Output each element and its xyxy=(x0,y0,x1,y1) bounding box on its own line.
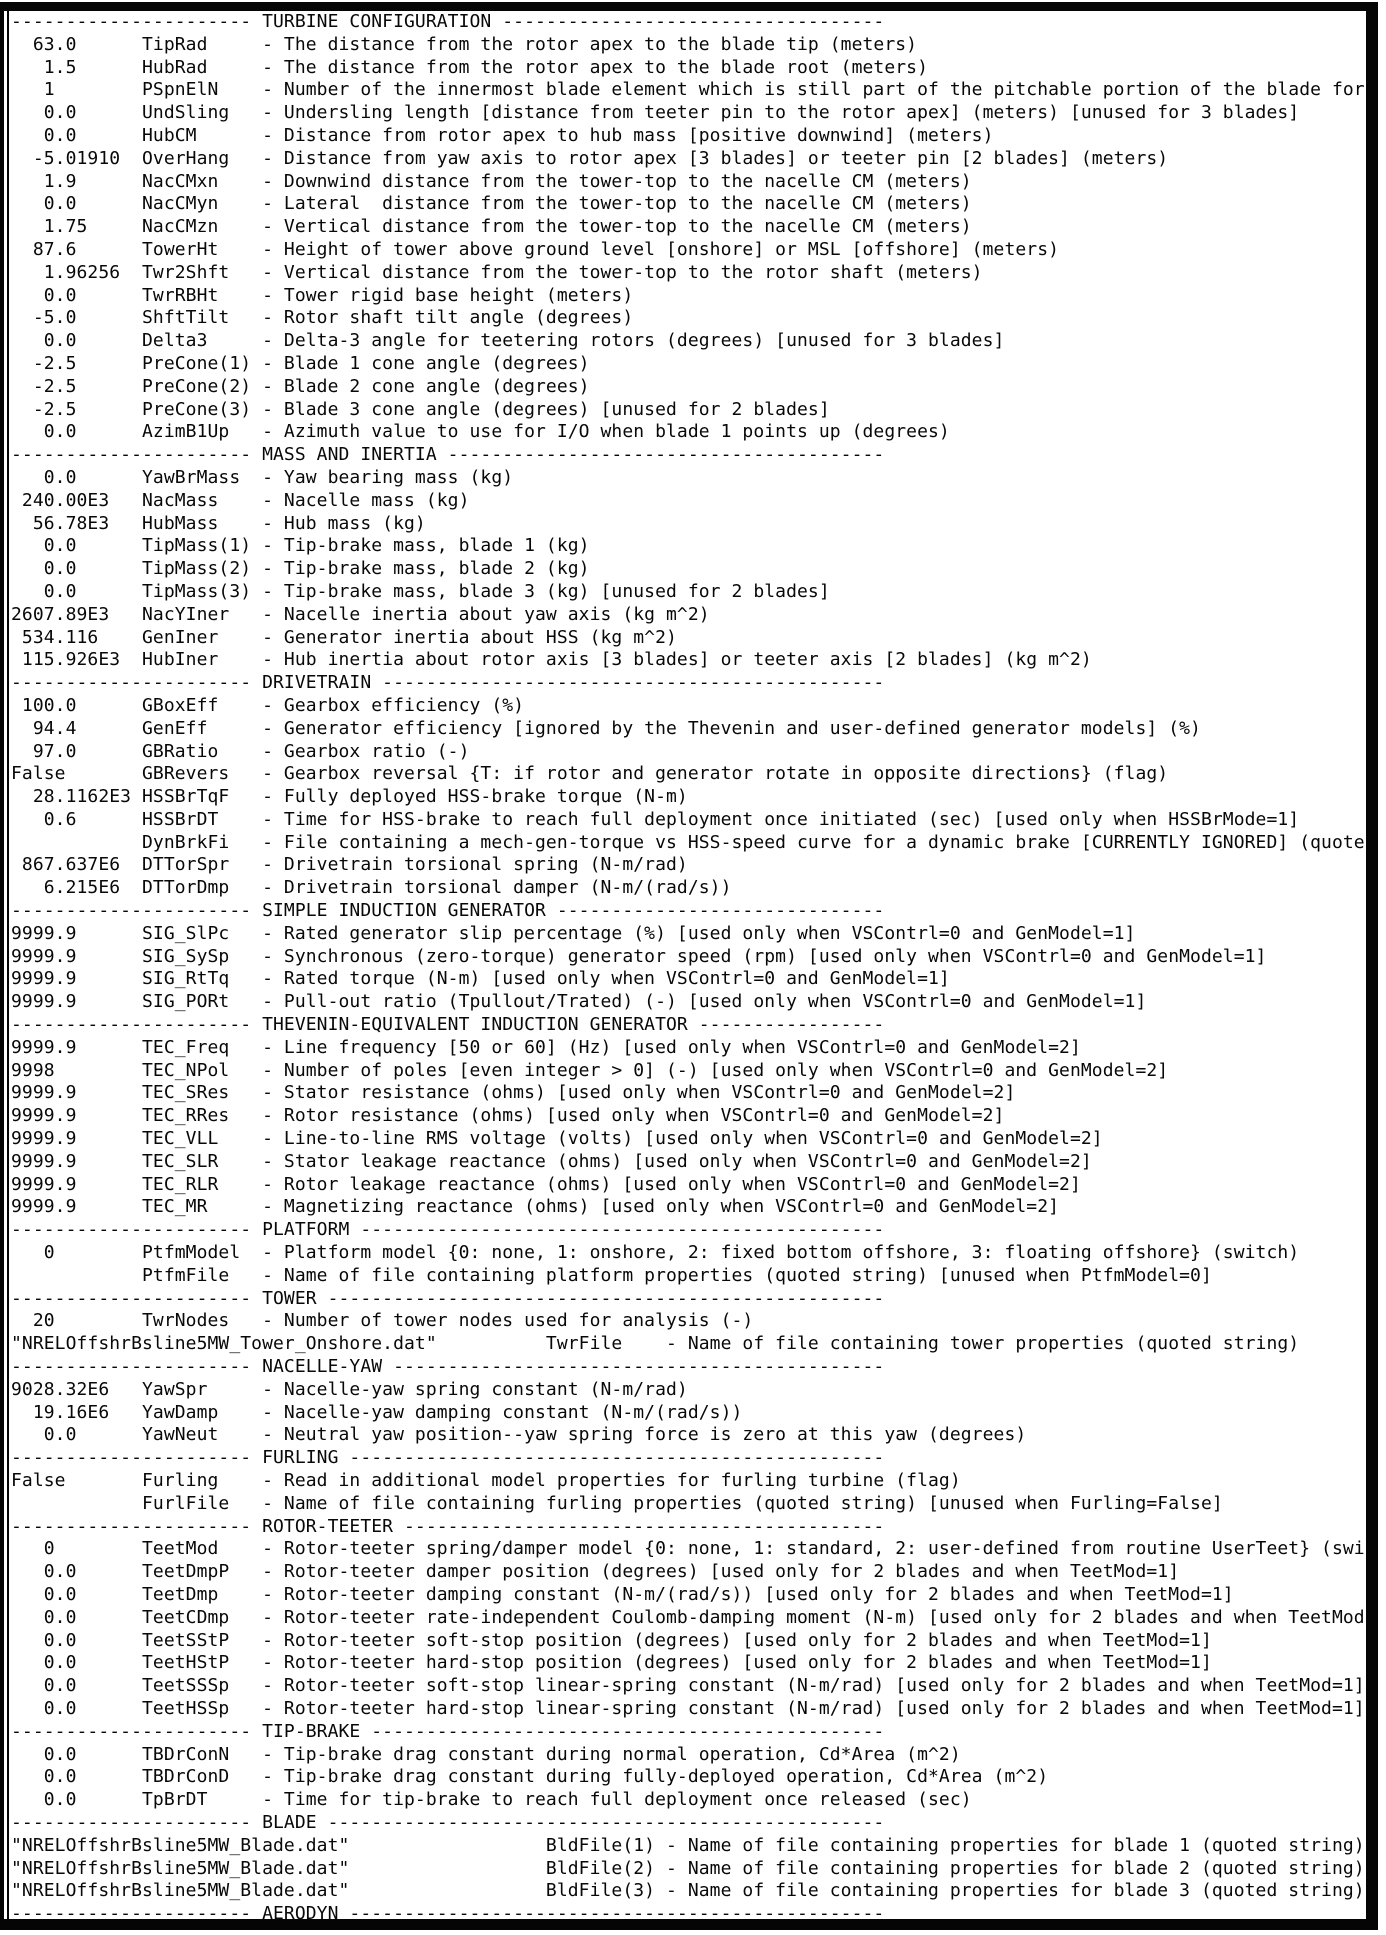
param-line-gbratio: 97.0 GBRatio - Gearbox ratio (-) xyxy=(11,740,470,762)
turbine-config-file-text xyxy=(11,11,1365,1926)
section-header-turbine-configuration: ---------------------- TURBINE CONFIGURATION ----------------------------------- xyxy=(11,11,885,32)
param-line-shfttilt: -5.0 ShftTilt - Rotor shaft tilt angle (degrees) xyxy=(11,307,634,329)
param-line-teetcdmp: 0.0 TeetCDmp - Rotor-teeter rate-independent Coulomb-damping moment (N-m) [used only for 2 blades and when TeetMod xyxy=(11,1606,1365,1628)
param-line-tec-freq: 9999.9 TEC_Freq - Line frequency [50 or 60] (Hz) [used only when VSContrl=0 and GenModel=2] xyxy=(11,1036,1081,1058)
param-line-tec-rlr: 9999.9 TEC_RLR - Rotor leakage reactance (ohms) [used only when VSContrl=0 and GenModel=2] xyxy=(11,1173,1081,1195)
param-line-nacyiner: 2607.89E3 NacYIner - Nacelle inertia about yaw axis (kg m^2) xyxy=(11,603,710,625)
param-line-delta3: 0.0 Delta3 - Delta-3 angle for teetering rotors (degrees) [unused for 3 blades] xyxy=(11,330,1005,352)
param-line-naccmzn: 1.75 NacCMzn - Vertical distance from the tower-top to the nacelle CM (meters) xyxy=(11,216,972,238)
param-line-tec-npol: 9998 TEC_NPol - Number of poles [even integer > 0] (-) [used only when VSContrl=0 and GenModel=2] xyxy=(11,1059,1169,1081)
param-line-teetdmpp: 0.0 TeetDmpP - Rotor-teeter damper position (degrees) [used only for 2 blades and when TeetMod=1] xyxy=(11,1561,1180,1583)
param-line-geniner: 534.116 GenIner - Generator inertia about HSS (kg m^2) xyxy=(11,626,677,648)
param-line-hubcm: 0.0 HubCM - Distance from rotor apex to hub mass [positive downwind] (meters) xyxy=(11,124,994,146)
param-line-precone-2: -2.5 PreCone(2) - Blade 2 cone angle (degrees) xyxy=(11,375,590,397)
section-header-rotor-teeter: ---------------------- ROTOR-TEETER -------------------------------------------- xyxy=(11,1515,885,1537)
section-header-drivetrain: ---------------------- DRIVETRAIN ---------------------------------------------- xyxy=(11,672,885,694)
param-line-sig-slpc: 9999.9 SIG_SlPc - Rated generator slip percentage (%) [used only when VSContrl=0 and GenModel=1] xyxy=(11,922,1136,944)
section-header-aerodyn: ---------------------- AERODYN ------------------------------------------------- xyxy=(11,1903,885,1925)
param-line-teetsssp: 0.0 TeetSSSp - Rotor-teeter soft-stop linear-spring constant (N-m/rad) [used only for 2 blades and when TeetMod=1] xyxy=(11,1675,1365,1697)
param-line-gbrevers: False GBRevers - Gearbox reversal {T: if rotor and generator rotate in opposite directions} (flag) xyxy=(11,763,1169,785)
section-header-tip-brake: ---------------------- TIP-BRAKE ----------------------------------------------- xyxy=(11,1720,885,1742)
param-line-tbdrconn: 0.0 TBDrConN - Tip-brake drag constant during normal operation, Cd*Area (m^2) xyxy=(11,1743,961,1765)
section-header-platform: ---------------------- PLATFORM ------------------------------------------------ xyxy=(11,1219,885,1241)
param-line-azimb1up: 0.0 AzimB1Up - Azimuth value to use for I/O when blade 1 points up (degrees) xyxy=(11,421,950,443)
param-line-twr2shft: 1.96256 Twr2Shft - Vertical distance from the tower-top to the rotor shaft (meters) xyxy=(11,261,983,283)
param-line-teetmod: 0 TeetMod - Rotor-teeter spring/damper model {0: none, 1: standard, 2: user-defined from routine UserTeet} (swi xyxy=(11,1538,1365,1560)
param-line-ptfmmodel: 0 PtfmModel - Platform model {0: none, 1: onshore, 2: fixed bottom offshore, 3: floating offshore} (switch) xyxy=(11,1242,1300,1264)
param-line-dttorspr: 867.637E6 DTTorSpr - Drivetrain torsional spring (N-m/rad) xyxy=(11,854,688,876)
param-line-tipmass-2: 0.0 TipMass(2) - Tip-brake mass, blade 2 (kg) xyxy=(11,558,590,580)
param-line-sig-port: 9999.9 SIG_PORt - Pull-out ratio (Tpullout/Trated) (-) [used only when VSContrl=0 and GenModel=1] xyxy=(11,991,1147,1013)
param-line-undsling: 0.0 UndSling - Undersling length [distance from teeter pin to the rotor apex] (meters) [unused for 3 blades] xyxy=(11,102,1300,124)
param-line-hubmass: 56.78E3 HubMass - Hub mass (kg) xyxy=(11,512,426,534)
param-line-precone-3: -2.5 PreCone(3) - Blade 3 cone angle (degrees) [unused for 2 blades] xyxy=(11,398,830,420)
param-line-tec-slr: 9999.9 TEC_SLR - Stator leakage reactance (ohms) [used only when VSContrl=0 and GenModel=2] xyxy=(11,1150,1092,1172)
param-line-furling: False Furling - Read in additional model properties for furling turbine (flag) xyxy=(11,1470,961,1491)
param-line-towerht: 87.6 TowerHt - Height of tower above ground level [onshore] or MSL [offshore] (meters) xyxy=(11,238,1060,260)
param-line-yawdamp: 19.16E6 YawDamp - Nacelle-yaw damping constant (N-m/(rad/s)) xyxy=(11,1401,743,1423)
param-line-yawbrmass: 0.0 YawBrMass - Yaw bearing mass (kg) xyxy=(11,466,514,488)
param-line-tec-sres: 9999.9 TEC_SRes - Stator resistance (ohms) [used only when VSContrl=0 and GenModel=2] xyxy=(11,1082,1016,1104)
param-line-bldfile-1: "NRELOffshrBsline5MW_Blade.dat" BldFile(1) - Name of file containing properties for blade 1 (quoted string) xyxy=(11,1834,1365,1856)
param-line-nacmass: 240.00E3 NacMass - Nacelle mass (kg) xyxy=(11,489,470,511)
section-header-thevenin-equivalent-induction-generator: ---------------------- THEVENIN-EQUIVALENT INDUCTION GENERATOR ----------------- xyxy=(11,1014,885,1036)
param-line-geneff: 94.4 GenEff - Generator efficiency [ignored by the Thevenin and user-defined generator models] (%) xyxy=(11,717,1201,739)
param-line-dynbrkfi: DynBrkFi - File containing a mech-gen-torque vs HSS-speed curve for a dynamic brake [CURRENTLY IGNORED] (quote xyxy=(11,831,1365,853)
param-line-tec-mr: 9999.9 TEC_MR - Magnetizing reactance (ohms) [used only when VSContrl=0 and GenModel=2] xyxy=(11,1196,1060,1218)
param-line-teethssp: 0.0 TeetHSSp - Rotor-teeter hard-stop linear-spring constant (N-m/rad) [used only for 2 blades and when TeetMod=1] xyxy=(11,1697,1365,1719)
param-line-bldfile-3: "NRELOffshrBsline5MW_Blade.dat" BldFile(3) - Name of file containing properties for blade 3 (quoted string) xyxy=(11,1880,1365,1902)
section-header-furling: ---------------------- FURLING ------------------------------------------------- xyxy=(11,1447,885,1469)
inner-left-border-line xyxy=(7,11,9,1919)
param-line-naccmyn: 0.0 NacCMyn - Lateral distance from the tower-top to the nacelle CM (meters) xyxy=(11,193,972,215)
section-header-simple-induction-generator: ---------------------- SIMPLE INDUCTION GENERATOR ------------------------------ xyxy=(11,900,885,922)
param-line-dttordmp: 6.215E6 DTTorDmp - Drivetrain torsional damper (N-m/(rad/s)) xyxy=(11,877,732,899)
param-line-teetdmp: 0.0 TeetDmp - Rotor-teeter damping constant (N-m/(rad/s)) [used only for 2 blades and when TeetMod=1] xyxy=(11,1583,1234,1605)
param-line-precone-1: -2.5 PreCone(1) - Blade 1 cone angle (degrees) xyxy=(11,352,590,374)
section-header-tower: ---------------------- TOWER --------------------------------------------------- xyxy=(11,1287,885,1309)
param-line-gboxeff: 100.0 GBoxEff - Gearbox efficiency (%) xyxy=(11,694,525,716)
param-line-tec-vll: 9999.9 TEC_VLL - Line-to-line RMS voltage (volts) [used only when VSContrl=0 and GenModel=2] xyxy=(11,1128,1103,1150)
param-line-twrfile: "NRELOffshrBsline5MW_Tower_Onshore.dat" TwrFile - Name of file containing tower properties (quoted string) xyxy=(11,1333,1300,1355)
param-line-hubiner: 115.926E3 HubIner - Hub inertia about rotor axis [3 blades] or teeter axis [2 blades] (kg m^2) xyxy=(11,649,1092,671)
param-line-hssbrdt: 0.6 HSSBrDT - Time for HSS-brake to reach full deployment once initiated (sec) [used only when HSSBrMode=1] xyxy=(11,808,1300,830)
section-header-nacelle-yaw: ---------------------- NACELLE-YAW --------------------------------------------- xyxy=(11,1356,885,1378)
param-line-overhang: -5.01910 OverHang - Distance from yaw axis to rotor apex [3 blades] or teeter pin [2 blades] (meters) xyxy=(11,147,1169,169)
param-line-tpbrdt: 0.0 TpBrDT - Time for tip-brake to reach full deployment once released (sec) xyxy=(11,1789,972,1811)
param-line-teethstp: 0.0 TeetHStP - Rotor-teeter hard-stop position (degrees) [used only for 2 blades and when TeetMod=1] xyxy=(11,1652,1212,1674)
param-line-tec-rres: 9999.9 TEC_RRes - Rotor resistance (ohms) [used only when VSContrl=0 and GenModel=2] xyxy=(11,1105,1005,1127)
section-header-blade: ---------------------- BLADE --------------------------------------------------- xyxy=(11,1811,885,1833)
param-line-twrnodes: 20 TwrNodes - Number of tower nodes used for analysis (-) xyxy=(11,1310,754,1332)
param-line-tbdrcond: 0.0 TBDrConD - Tip-brake drag constant during fully-deployed operation, Cd*Area (m^2) xyxy=(11,1766,1049,1788)
param-line-hssbrtqf: 28.1162E3 HSSBrTqF - Fully deployed HSS-brake torque (N-m) xyxy=(11,786,688,808)
param-line-sig-rttq: 9999.9 SIG_RtTq - Rated torque (N-m) [used only when VSContrl=0 and GenModel=1] xyxy=(11,968,950,990)
param-line-tipmass-1: 0.0 TipMass(1) - Tip-brake mass, blade 1 (kg) xyxy=(11,535,590,557)
param-line-tiprad: 63.0 TipRad - The distance from the rotor apex to the blade tip (meters) xyxy=(11,33,918,55)
param-line-hubrad: 1.5 HubRad - The distance from the rotor apex to the blade root (meters) xyxy=(11,56,929,78)
param-line-yawneut: 0.0 YawNeut - Neutral yaw position--yaw spring force is zero at this yaw (degrees) xyxy=(11,1424,1027,1446)
param-line-tipmass-3: 0.0 TipMass(3) - Tip-brake mass, blade 3 (kg) [unused for 2 blades] xyxy=(11,580,830,602)
param-line-pspneln: 1 PSpnElN - Number of the innermost blade element which is still part of the pitchable portion of the blade for xyxy=(11,79,1365,101)
param-line-furlfile: FurlFile - Name of file containing furling properties (quoted string) [unused when Furling=False] xyxy=(11,1492,1223,1514)
param-line-yawspr: 9028.32E6 YawSpr - Nacelle-yaw spring constant (N-m/rad) xyxy=(11,1378,688,1400)
section-header-mass-and-inertia: ---------------------- MASS AND INERTIA ---------------------------------------- xyxy=(11,444,885,466)
param-line-naccmxn: 1.9 NacCMxn - Downwind distance from the tower-top to the nacelle CM (meters) xyxy=(11,170,972,192)
param-line-teetsstp: 0.0 TeetSStP - Rotor-teeter soft-stop position (degrees) [used only for 2 blades and when TeetMod=1] xyxy=(11,1629,1212,1651)
param-line-twrrbht: 0.0 TwrRBHt - Tower rigid base height (meters) xyxy=(11,284,634,306)
param-line-ptfmfile: PtfmFile - Name of file containing platform properties (quoted string) [unused when PtfmModel=0] xyxy=(11,1264,1212,1286)
param-line-bldfile-2: "NRELOffshrBsline5MW_Blade.dat" BldFile(2) - Name of file containing properties for blade 2 (quoted string) xyxy=(11,1857,1365,1879)
param-line-sig-sysp: 9999.9 SIG_SySp - Synchronous (zero-torque) generator speed (rpm) [used only when VSContrl=0 and GenModel=1] xyxy=(11,945,1267,967)
